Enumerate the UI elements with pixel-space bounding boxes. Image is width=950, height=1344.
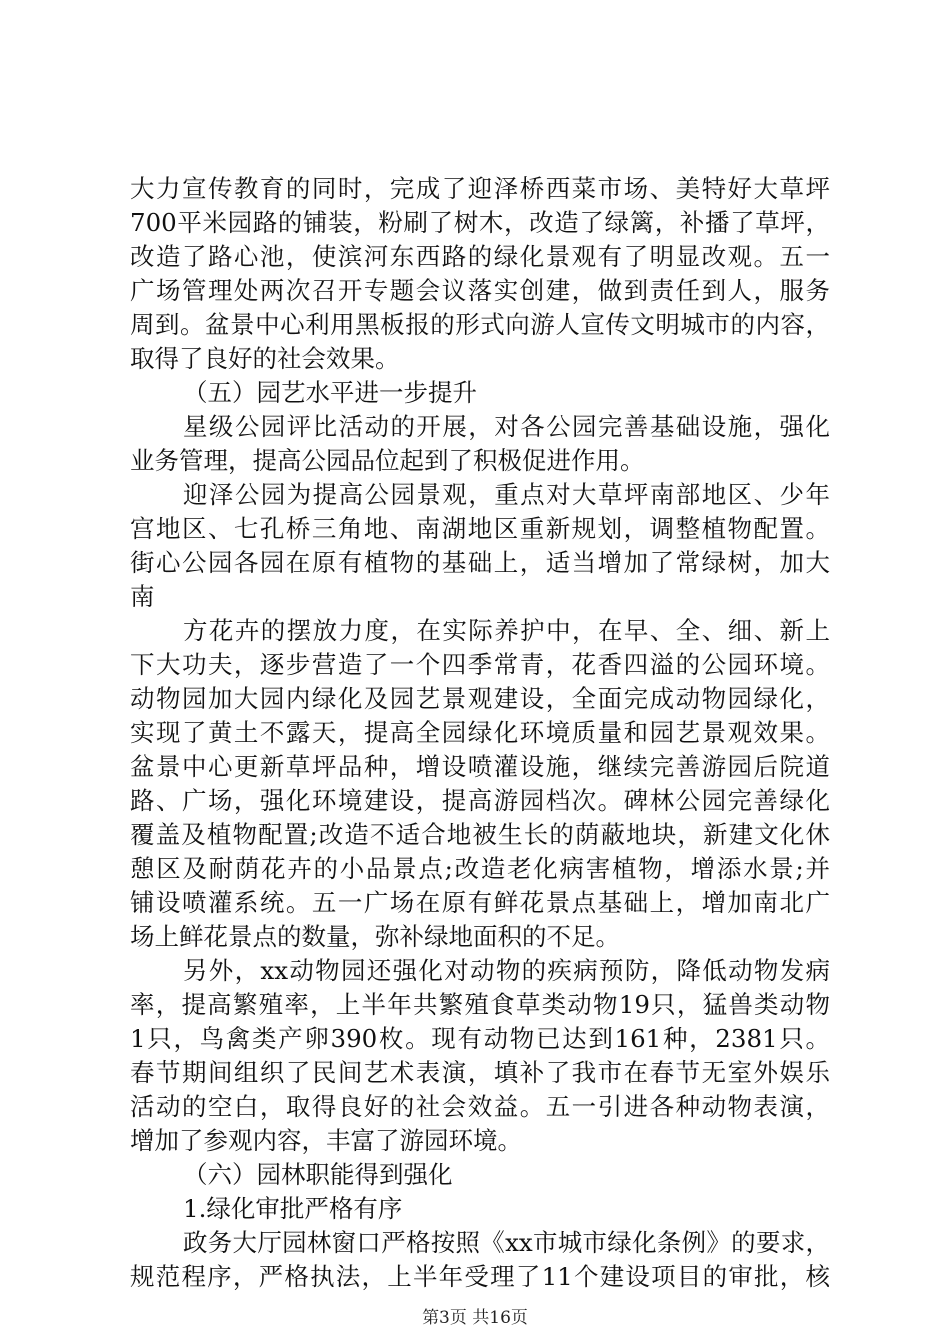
text-line: 取得了良好的社会效果。 (130, 344, 400, 373)
text-line: 憩区及耐荫花卉的小品景点;改造老化病害植物，增添水景;并 (130, 854, 830, 883)
text-line: 下大功夫，逐步营造了一个四季常青，花香四溢的公园环境。 (130, 650, 830, 679)
page-number-footer: 第3页 共16页 (422, 1308, 528, 1328)
text-line: 盆景中心更新草坪品种，增设喷灌设施，继续完善游园后院道 (130, 752, 830, 781)
subsection-heading: 1.绿化审批严格有序 (183, 1194, 403, 1223)
text-line: 大力宣传教育的同时，完成了迎泽桥西菜市场、美特好大草坪 (130, 174, 830, 203)
paragraph-start: 另外，xx动物园还强化对动物的疾病预防，降低动物发病 (183, 956, 830, 985)
section-heading: （五）园艺水平进一步提升 (183, 378, 477, 407)
text-line: 增加了参观内容，丰富了游园环境。 (130, 1126, 522, 1155)
text-line: 南 (130, 582, 155, 611)
text-line: 街心公园各园在原有植物的基础上，适当增加了常绿树，加大 (130, 548, 830, 577)
section-heading: （六）园林职能得到强化 (183, 1160, 453, 1189)
paragraph-start: 政务大厅园林窗口严格按照《xx市城市绿化条例》的要求， (183, 1228, 830, 1257)
text-line: 铺设喷灌系统。五一广场在原有鲜花景点基础上，增加南北广 (130, 888, 830, 917)
text-line: 规范程序，严格执法，上半年受理了11个建设项目的审批，核 (130, 1262, 830, 1291)
text-line: 实现了黄土不露天，提高全园绿化环境质量和园艺景观效果。 (130, 718, 830, 747)
paragraph-start: 方花卉的摆放力度，在实际养护中，在早、全、细、新上 (183, 616, 830, 645)
paragraph-start: 星级公园评比活动的开展，对各公园完善基础设施，强化 (183, 412, 830, 441)
text-line: 活动的空白，取得良好的社会效益。五一引进各种动物表演， (130, 1092, 830, 1121)
text-line: 覆盖及植物配置;改造不适合地被生长的荫蔽地块，新建文化休 (130, 820, 830, 849)
text-line: 广场管理处两次召开专题会议落实创建，做到责任到人，服务 (130, 276, 830, 305)
text-line: 场上鲜花景点的数量，弥补绿地面积的不足。 (130, 922, 620, 951)
text-line: 宫地区、七孔桥三角地、南湖地区重新规划，调整植物配置。 (130, 514, 830, 543)
paragraph-start: 迎泽公园为提高公园景观，重点对大草坪南部地区、少年 (183, 480, 830, 509)
text-line: 周到。盆景中心利用黑板报的形式向游人宣传文明城市的内容， (130, 310, 830, 339)
text-line: 业务管理，提高公园品位起到了积极促进作用。 (130, 446, 645, 475)
text-line: 动物园加大园内绿化及园艺景观建设，全面完成动物园绿化， (130, 684, 830, 713)
text-line: 率，提高繁殖率，上半年共繁殖食草类动物19只，猛兽类动物 (130, 990, 830, 1019)
text-line: 路、广场，强化环境建设，提高游园档次。碑林公园完善绿化 (130, 786, 830, 815)
text-line: 1只，鸟禽类产卵390枚。现有动物已达到161种，2381只。 (130, 1024, 830, 1053)
text-line: 700平米园路的铺装，粉刷了树木，改造了绿篱，补播了草坪， (130, 208, 830, 237)
text-line: 春节期间组织了民间艺术表演，填补了我市在春节无室外娱乐 (130, 1058, 830, 1087)
text-line: 改造了路心池，使滨河东西路的绿化景观有了明显改观。五一 (130, 242, 830, 271)
